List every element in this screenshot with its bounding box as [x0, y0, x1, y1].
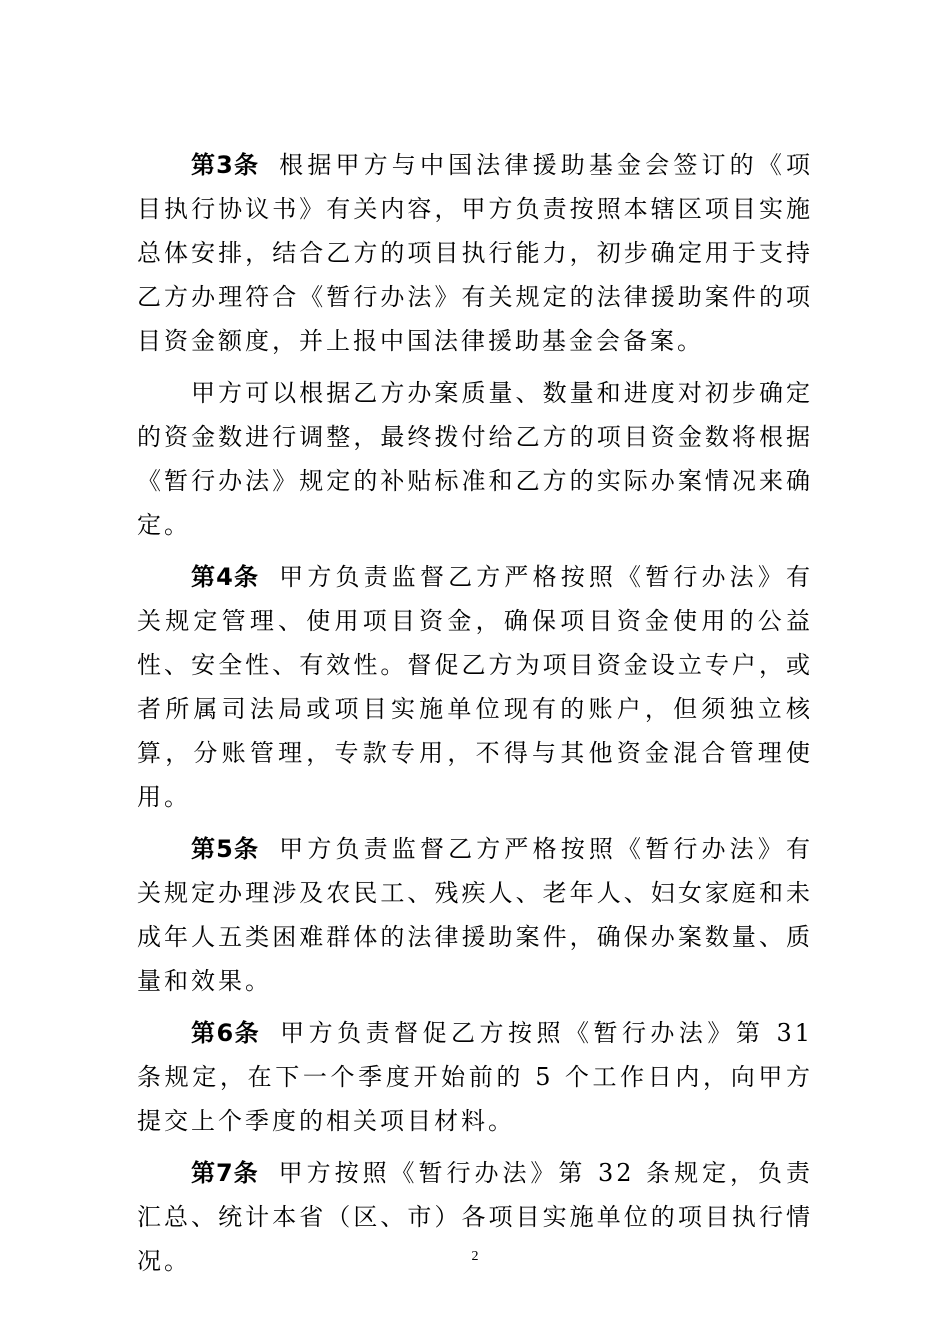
article-text: 甲方负责监督乙方严格按照《暂行办法》有关规定办理涉及农民工、残疾人、老年人、妇女家庭和未成年人五类困难群体的法律援助案件，确保办案数量、质量和效果。 — [137, 835, 813, 995]
article-text: 甲方负责督促乙方按照《暂行办法》第 31 条规定，在下一个季度开始前的 5 个工作日内，向甲方提交上个季度的相关项目材料。 — [137, 1019, 814, 1135]
paragraph-text: 甲方可以根据乙方办案质量、数量和进度对初步确定的资金数进行调整，最终拨付给乙方的项目资金数将根据《暂行办法》规定的补贴标准和乙方的实际办案情况来确定。 — [137, 379, 813, 539]
article-4 — [137, 555, 813, 819]
article-5 — [137, 827, 813, 1003]
article-label: 第7条 — [191, 1159, 259, 1187]
article-text: 甲方负责监督乙方严格按照《暂行办法》有关规定管理、使用项目资金，确保项目资金使用的公益性、安全性、有效性。督促乙方为项目资金设立专户，或者所属司法局或项目实施单位现有的账户，但须独立核算，分账管理，专款专用，不得与其他资金混合管理使用。 — [137, 563, 813, 811]
document-body — [137, 143, 813, 1291]
article-label: 第6条 — [191, 1019, 261, 1047]
article-label: 第3条 — [191, 151, 260, 179]
page-number: 2 — [471, 1249, 479, 1264]
article-label: 第4条 — [191, 563, 260, 591]
article-text: 甲方按照《暂行办法》第 32 条规定，负责汇总、统计本省（区、市）各项目实施单位的项目执行情况。 — [137, 1159, 814, 1275]
article-6 — [137, 1011, 813, 1143]
article-text: 根据甲方与中国法律援助基金会签订的《项目执行协议书》有关内容，甲方负责按照本辖区项目实施总体安排，结合乙方的项目执行能力，初步确定用于支持乙方办理符合《暂行办法》有关规定的法律援助案件的项目资金额度，并上报中国法律援助基金会备案。 — [137, 151, 813, 355]
article-label: 第5条 — [191, 835, 260, 863]
article-3-continued — [137, 371, 813, 547]
article-3 — [137, 143, 813, 363]
